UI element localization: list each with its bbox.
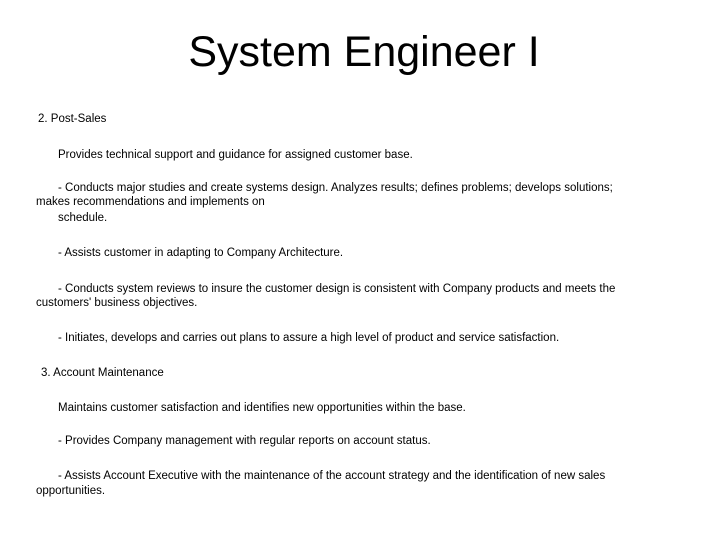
account-maintenance-item-1: - Provides Company management with regular reports on account status. [58,435,431,447]
slide-title: System Engineer I [188,28,540,76]
post-sales-item-3-line-1: - Conducts system reviews to insure the customer design is consistent with Company products and meets the [58,283,616,295]
post-sales-item-2: - Assists customer in adapting to Company Architecture. [58,247,344,259]
post-sales-item-1-line-1: - Conducts major studies and create systems design. Analyzes results; defines problems; develops solutions; [58,182,613,194]
section-heading-account-maintenance: 3. Account Maintenance [41,367,164,379]
post-sales-item-4: - Initiates, develops and carries out plans to assure a high level of product and service satisfaction. [58,332,560,344]
section-heading-post-sales: 2. Post-Sales [38,113,107,125]
account-maintenance-item-2-line-1: - Assists Account Executive with the maintenance of the account strategy and the identification of new sales [58,470,606,482]
post-sales-intro: Provides technical support and guidance for assigned customer base. [58,149,413,161]
post-sales-item-3-line-2: customers' business objectives. [36,297,198,309]
post-sales-item-1-line-3: schedule. [58,212,108,224]
post-sales-item-1-line-2: makes recommendations and implements on [36,196,265,208]
account-maintenance-item-2-line-2: opportunities. [36,485,106,497]
account-maintenance-intro: Maintains customer satisfaction and identifies new opportunities within the base. [58,402,466,414]
